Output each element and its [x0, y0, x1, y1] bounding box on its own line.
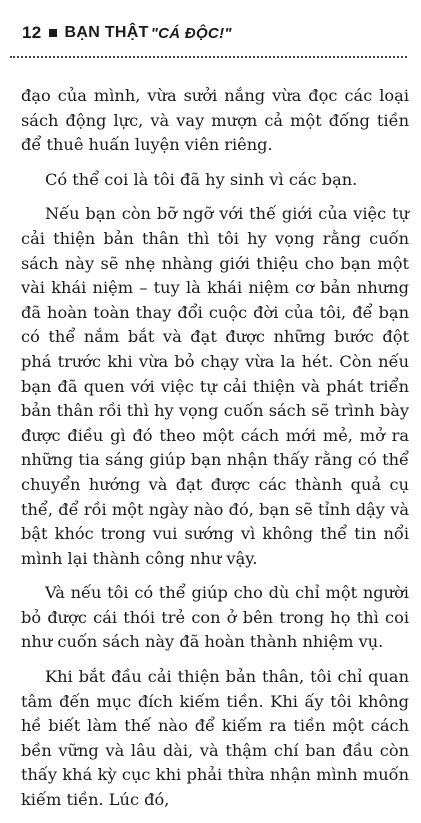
paragraph-2: Có thể coi là tôi đã hy sinh vì các bạn.: [45, 169, 358, 189]
paragraph-5: Khi bắt đầu cải thiện bản thân, tôi chỉ quan tâm đến mục đích kiếm tiền. Khi ấy tôi không hề biết làm thế nào để kiếm ra tiền một cách bền vững và lâu dài, và thậm chí ban đầu còn thấy khá kỳ cục khi phải thừa nhận mình muốn kiếm tiền. Lúc đó,: [21, 667, 409, 810]
paragraph-1: đạo của mình, vừa sưởi nắng vừa đọc các loại sách động lực, và vay mượn cả một đống tiền để thuê huấn luyện viên riêng.: [21, 86, 409, 155]
header-divider: [10, 56, 407, 58]
page-body: [21, 84, 409, 823]
paragraph-3: Nếu bạn còn bỡ ngỡ với thế giới của việc tự cải thiện bản thân thì tôi hy vọng rằng cuốn sách này sẽ nhẹ nhàng giới thiệu cho bạn một vài khái niệm – tuy là khái niệm cơ bản nhưng đã hoàn toàn thay đổi cuộc đời của tôi, để bạn có thể nắm bắt và đạt được những bước đột phá trước khi vừa bỏ chạy vừa la hét. Còn nếu bạn đã quen với việc tự cải thiện và phát triển bản thân rồi thì hy vọng cuốn sách sẽ trình bày được điều gì đó theo một cách mới mẻ, mở ra những tia sáng giúp bạn nhận thấy rằng có thể chuyển hướng và đạt được các thành quả cụ thể, để rồi một ngày nào đó, bạn sẽ tỉnh dậy và bật khóc trong vui sướng vì không thể tin nổi mình lại thành công như vậy.: [21, 204, 409, 568]
running-header: [22, 18, 232, 48]
book-title-brush: "CÁ ĐỘC!": [150, 24, 232, 42]
square-bullet-icon: [49, 29, 57, 37]
book-title: BẠN THẬT: [64, 24, 149, 41]
page-number: 12: [22, 23, 42, 42]
paragraph-4: Và nếu tôi có thể giúp cho dù chỉ một người bỏ được cái thói trẻ con ở bên trong họ thì coi như cuốn sách này đã hoàn thành nhiệm vụ.: [21, 583, 409, 652]
